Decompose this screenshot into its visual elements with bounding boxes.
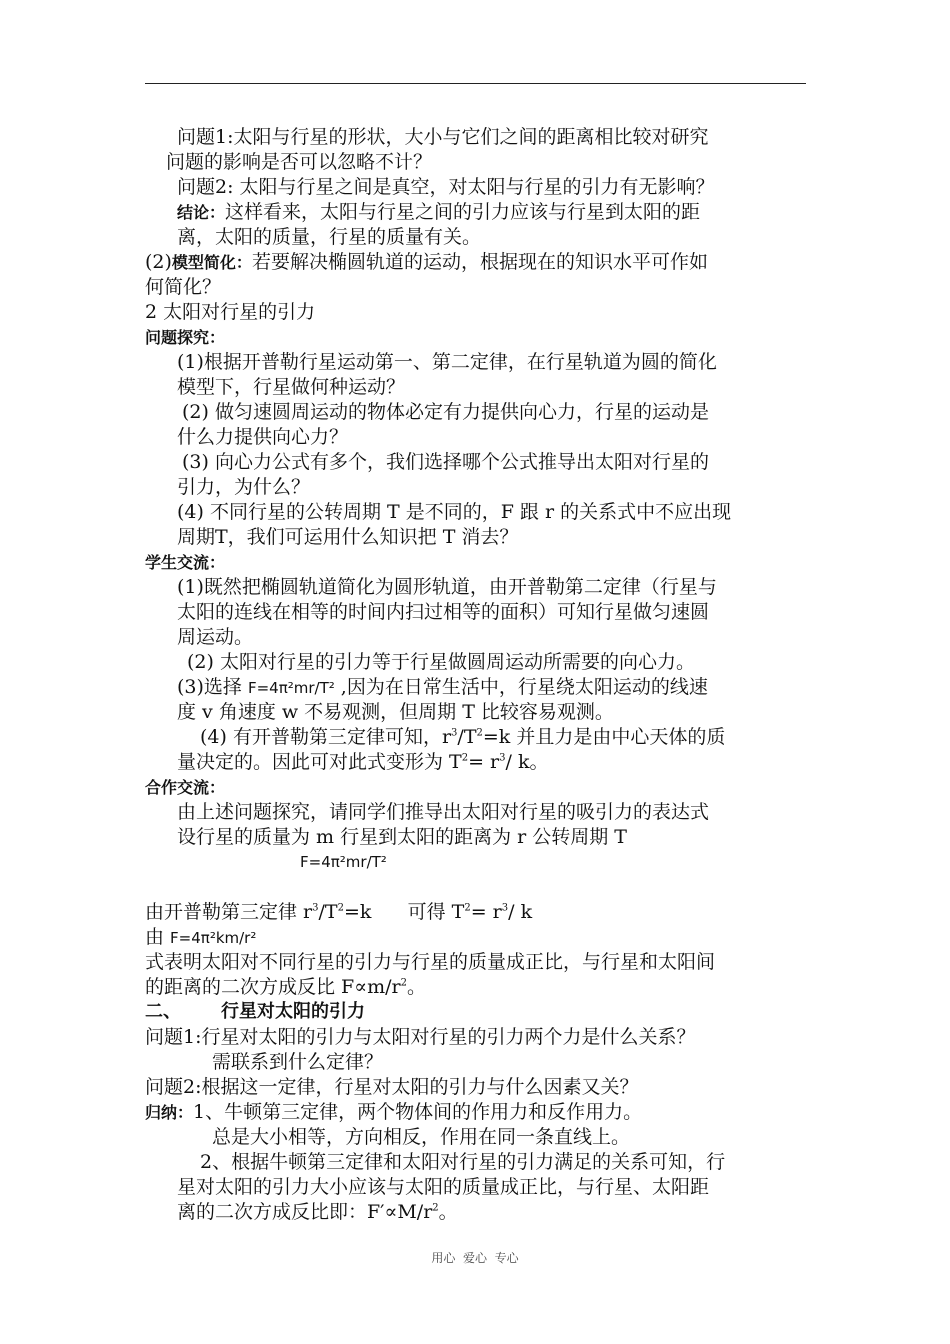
exchange-3-line-2: 度 v 角速度 w 不易观测，但周期 T 比较容易观测。 [177,701,614,723]
model-simplification-line-2: 何简化？ [145,276,222,298]
problem-inquiry-label: 问题探究： [145,328,226,347]
summary-2-line-1: 2、根据牛顿第三定律和太阳对行星的引力满足的关系可知，行 [200,1151,726,1173]
summary-line-2: 总是大小相等，方向相反，作用在同一条直线上。 [212,1126,631,1148]
summary-label: 归纳： [145,1103,194,1122]
inquiry-1-line-2: 模型下，行星做何种运动？ [177,376,406,398]
inquiry-4-line-1: (4) 不同行星的公转周期 T 是不同的，F 跟 r 的关系式中不应出现 [177,501,732,523]
section-two-heading [145,1000,365,1024]
model-simplification-label: 模型简化： [171,253,252,272]
inquiry-3-line-1: (3) 向心力公式有多个，我们选择哪个公式推导出太阳对行星的 [182,451,709,473]
exchange-2: (2) 太阳对行星的引力等于行星做圆周运动所需要的向心力。 [187,651,695,673]
model-simplification-line-1: (2)模型简化：若要解决椭圆轨道的运动，根据现在的知识水平可作如 [145,251,708,273]
cooperative-exchange-label: 合作交流： [145,778,226,797]
conclusion-line-1 [177,200,700,225]
section-two-question-1-cont: 需联系到什么定律？ [212,1051,384,1073]
summary-2-line-2: 星对太阳的引力大小应该与太阳的质量成正比，与行星、太阳距 [177,1176,710,1198]
derived-formula-line: 由 F=4π²km/r² [145,926,257,948]
formula-f-km: F=4π²km/r² [170,929,257,947]
cooperative-line-2: 设行星的质量为 m 行星到太阳的距离为 r 公转周期 T [177,826,627,848]
exchange-1-line-2: 太阳的连线在相等的时间内扫过相等的面积）可知行星做匀速圆 [177,601,710,623]
formula-centripetal: F=4π²mr/T² [247,679,335,697]
section-two-number: 二、 [145,1001,181,1022]
question-1-line-2: 问题的影响是否可以忽略不计？ [166,151,433,173]
question-2: 问题2: 太阳与行星之间是真空，对太阳与行星的引力有无影响？ [177,176,715,198]
kepler-third-law-line: 由开普勒第三定律 $r^3/T^2=k$ 可得 $T^2= r^3/$ k [145,901,533,923]
proportionality-line-2: 的距离的二次方成反比 $F\propto m/r^2$。 [145,976,426,998]
section-two-title: 行星对太阳的引力 [221,1001,365,1022]
exchange-1-line-1: (1)既然把椭圆轨道简化为圆形轨道，由开普勒第二定律（行星与 [177,576,717,598]
inquiry-2-line-2: 什么力提供向心力？ [177,426,349,448]
conclusion-label: 结论： [177,203,226,222]
inquiry-3-line-2: 引力，为什么？ [177,476,311,498]
header-rule [145,83,806,84]
cooperative-line-1: 由上述问题探究，请同学们推导出太阳对行星的吸引力的表达式 [177,801,710,823]
exchange-3-line-1: (3)选择 F=4π²mr/T² ,因为在日常生活中，行星绕太阳运动的线速 [177,676,708,698]
exchange-4-line-2: 量决定的。因此可对此式变形为 $T^2= r^3/$ k。 [177,751,549,773]
student-exchange-label: 学生交流： [145,553,226,572]
formula-f-mr: F=4π²mr/T² [300,853,387,871]
question-1-line-1: 问题1:太阳与行星的形状，大小与它们之间的距离相比较对研究 [177,126,709,148]
section-two-question-1: 问题1:行星对太阳的引力与太阳对行星的引力两个力是什么关系？ [145,1026,696,1048]
inquiry-2-line-1: (2) 做匀速圆周运动的物体必定有力提供向心力，行星的运动是 [182,401,709,423]
summary-line-1: 归纳：1、牛顿第三定律，两个物体间的作用力和反作用力。 [145,1101,643,1123]
section-two-question-2: 问题2:根据这一定律，行星对太阳的引力与什么因素又关？ [145,1076,639,1098]
exchange-1-line-3: 周运动。 [177,626,254,648]
proportionality-line-1: 式表明太阳对不同行星的引力与行星的质量成正比，与行星和太阳间 [145,951,716,973]
page-footer: 用心 爱心 专心 [431,1251,519,1265]
conclusion-line-2: 离，太阳的质量，行星的质量有关。 [177,226,482,248]
conclusion-text: 这样看来，太阳与行星之间的引力应该与行星到太阳的距 [225,201,701,223]
exchange-4-line-1: (4) 有开普勒第三定律可知，$r^3/T^2=k$ 并且力是由中心天体的质 [200,726,726,748]
section-heading-sun-on-planet: 2 太阳对行星的引力 [145,301,316,323]
inquiry-1-line-1: (1)根据开普勒行星运动第一、第二定律，在行星轨道为圆的简化 [177,351,717,373]
summary-2-line-3: 离的二次方成反比即：$F'\propto M/r^2$。 [177,1201,458,1223]
inquiry-4-line-2: 周期T，我们可运用什么知识把 T 消去？ [177,526,519,548]
